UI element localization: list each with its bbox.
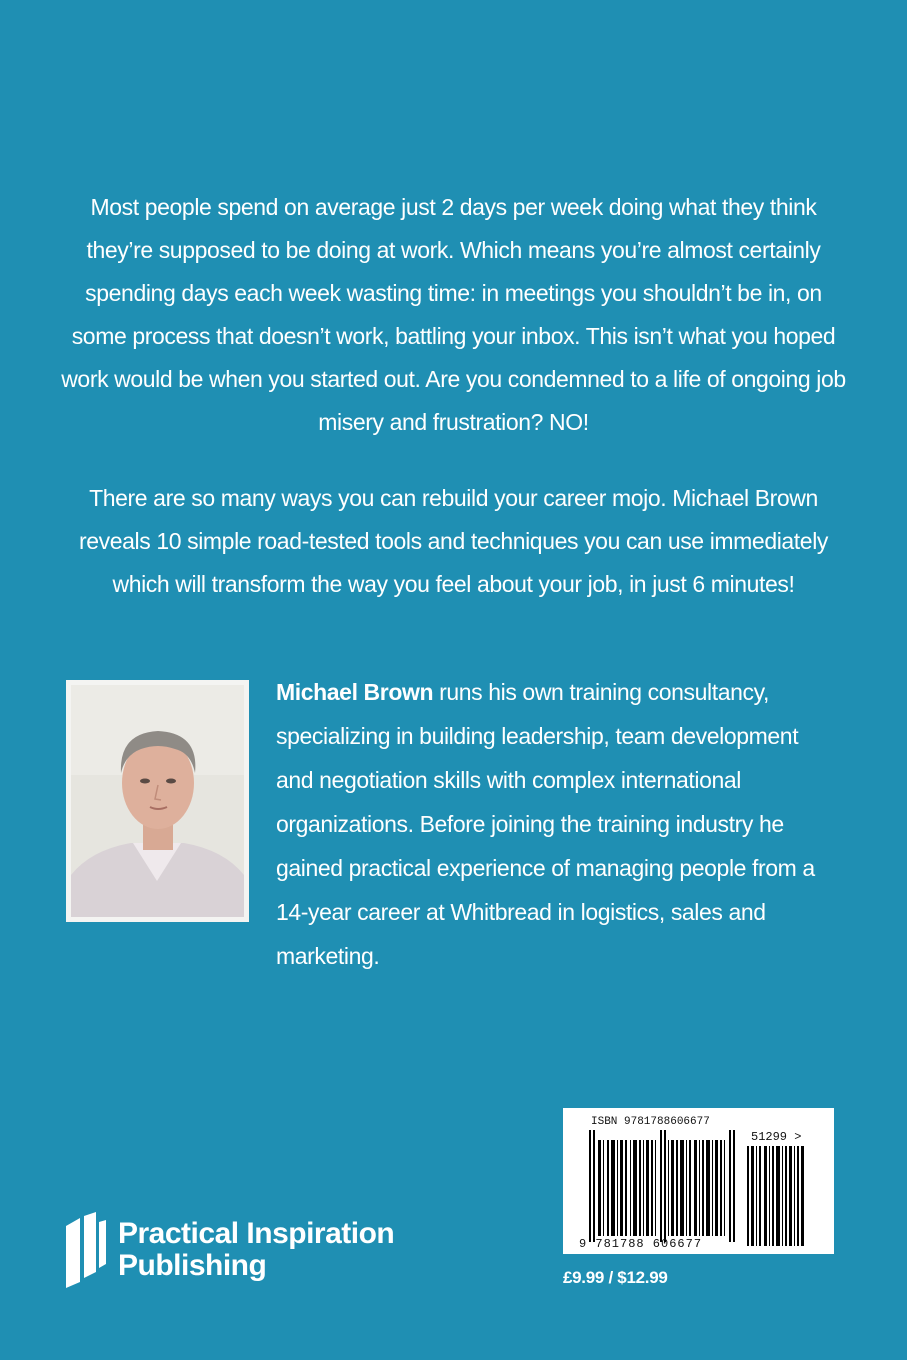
isbn-label: ISBN 9781788606677 [591, 1116, 710, 1128]
barcode-digits: 9 781788 606677 [579, 1237, 703, 1251]
author-portrait-icon [71, 685, 244, 917]
barcode-addon-bars-icon [747, 1146, 807, 1246]
author-bio-text: runs his own training consultancy, specializing in building leadership, team development and negotiation skills with complex international organizations. Before joining the training industry he gained practical experience of managing people from a 14-year career at Whitbread in logistics, sales and marketing. [276, 679, 815, 969]
author-bio [276, 670, 836, 978]
publisher-logo-icon [66, 1212, 106, 1288]
blurb-paragraph-2: There are so many ways you can rebuild your career mojo. Michael Brown reveals 10 simple road-tested tools and techniques you can use immediately which will transform the way you feel about your job, in just 6 minutes! [79, 485, 828, 597]
publisher-brand [66, 1212, 394, 1288]
barcode-addon-code: 51299 > [751, 1130, 802, 1144]
barcode-main-bars-icon [589, 1130, 739, 1242]
price: £9.99 / $12.99 [563, 1268, 668, 1287]
author-photo [66, 680, 249, 922]
isbn-barcode [563, 1108, 834, 1254]
publisher-name-line2: Publishing [118, 1249, 267, 1282]
blurb-paragraph-1: Most people spend on average just 2 days per week doing what they think they’re supposed to be doing at work. Which means you’re almost certainly spending days each week wasting time: in meetings you shouldn’t be in, on some process that doesn’t work, battling your inbox. This isn’t what you hoped work would be when you started out. Are you condemned to a life of ongoing job misery and frustration? NO! [61, 194, 846, 435]
author-name: Michael Brown [276, 679, 434, 705]
publisher-name-line1: Practical Inspiration [118, 1217, 395, 1250]
